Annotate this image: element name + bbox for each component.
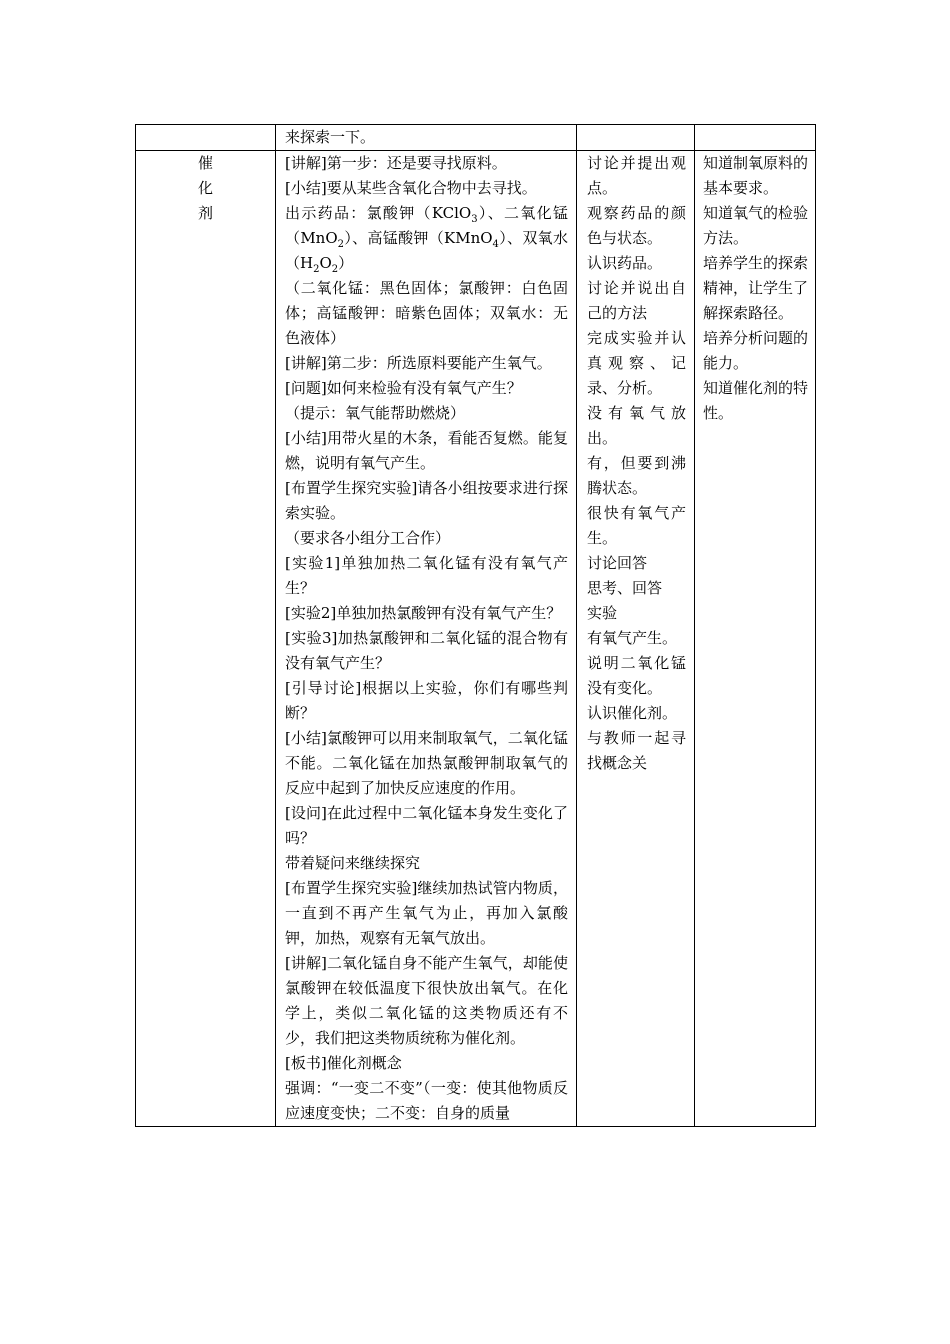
chem-text: O (319, 254, 332, 272)
section-label-cell (136, 151, 276, 1127)
student-line: 思考、回答 (587, 579, 663, 597)
teacher-line: [引导讨论]根据以上实验，你们有哪些判断？ (285, 679, 568, 722)
teacher-line: [讲解]第二步：所选原料要能产生氧气。 (285, 354, 552, 372)
table-row-continued (136, 125, 816, 151)
table-row-catalyst (136, 151, 816, 1127)
student-line: 讨论并提出观点。 (587, 154, 686, 197)
teacher-line: [小结]要从某些含氧化合物中去寻找。 (285, 179, 537, 197)
teacher-line: （提示：氧气能帮助燃烧） (285, 404, 466, 422)
teacher-line: 带着疑问来继续探究 (285, 854, 421, 872)
student-line: 观察药品的颜色与状态。 (587, 204, 686, 247)
cell-empty (695, 125, 816, 151)
chem-text: ）、二氧化锰（MnO (285, 204, 568, 247)
continued-text: 来探索一下。 (285, 128, 376, 146)
teacher-line: [问题]如何来检验有没有氧气产生？ (285, 379, 522, 397)
teacher-line: [板书]催化剂概念 (285, 1054, 402, 1072)
student-line: 完成实验并认真观察、记录、分析。 (587, 329, 686, 397)
student-line: 很快有氧气产生。 (587, 504, 686, 547)
chem-sub: 2 (331, 264, 339, 275)
chem-text: ）、高锰酸钾（KMnO (344, 229, 493, 247)
intent-line: 知道制氧原料的基本要求。 (703, 154, 809, 197)
student-line: 与教师一起寻找概念关 (587, 729, 686, 772)
section-label-char: 催 (197, 154, 213, 172)
intent-line: 培养分析问题的能力。 (703, 329, 809, 372)
intent-line: 知道催化剂的特性。 (703, 379, 809, 422)
teacher-line: （要求各小组分工合作） (285, 529, 451, 547)
chem-text: ）、双氧水（H (285, 229, 568, 272)
chem-sub: 2 (337, 239, 345, 250)
chem-sub: 4 (492, 239, 499, 250)
intent-line: 培养学生的探索精神，让学生了解探索路径。 (703, 254, 809, 322)
teacher-line: [实验2]单独加热氯酸钾有没有氧气产生？ (285, 604, 562, 622)
student-line: 没有氧气放出。 (587, 404, 686, 447)
teacher-line: [小结]氯酸钾可以用来制取氧气，二氧化锰不能。二氧化锰在加热氯酸钾制取氧气的反应中起到了加快反应速度的作用。 (285, 729, 568, 797)
teacher-line: [讲解]第一步：还是要寻找原料。 (285, 154, 507, 172)
lesson-plan-table (135, 124, 816, 1127)
design-intent-cell (695, 151, 816, 1127)
student-line: 认识药品。 (587, 254, 663, 272)
student-line: 认识催化剂。 (587, 704, 678, 722)
cell-empty (577, 125, 695, 151)
intent-line: 知道氧气的检验方法。 (703, 204, 809, 247)
teacher-line: 强调：“一变二不变”（一变：使其他物质反应速度变快；二不变：自身的质量 (285, 1079, 568, 1122)
student-activity-cell (577, 151, 695, 1127)
chem-text: ） (338, 254, 354, 272)
section-label-char: 剂 (197, 204, 213, 222)
teacher-line: [布置学生探究实验]继续加热试管内物质，一直到不再产生氧气为止，再加入氯酸钾，加热，观察有无氧气放出。 (285, 879, 568, 947)
student-line: 说明二氧化锰没有变化。 (587, 654, 686, 697)
section-label-char: 化 (197, 179, 213, 197)
student-line: 讨论回答 (587, 554, 648, 572)
student-line: 有氧气产生。 (587, 629, 678, 647)
student-line: 讨论并说出自己的方法 (587, 279, 686, 322)
cell-continued-text (276, 125, 577, 151)
chem-sub: 2 (313, 264, 320, 275)
cell-empty (136, 125, 276, 151)
teacher-line: [实验3]加热氯酸钾和二氧化锰的混合物有没有氧气产生？ (285, 629, 568, 672)
teacher-line: [布置学生探究实验]请各小组按要求进行探索实验。 (285, 479, 568, 522)
teacher-line: （二氧化锰：黑色固体；氯酸钾：白色固体；高锰酸钾：暗紫色固体；双氧水：无色液体） (285, 279, 568, 347)
chem-text: 出示药品：氯酸钾（KClO (285, 204, 472, 222)
teacher-line: [小结]用带火星的木条，看能否复燃。能复燃，说明有氧气产生。 (285, 429, 568, 472)
student-line: 有，但要到沸腾状态。 (587, 454, 686, 497)
student-line: 实验 (587, 604, 618, 622)
chem-sub: 3 (471, 214, 478, 225)
teacher-line: [实验1]单独加热二氧化锰有没有氧气产生？ (285, 554, 568, 597)
teacher-activity-cell (276, 151, 577, 1127)
teacher-line: [讲解]二氧化锰自身不能产生氧气，却能使氯酸钾在较低温度下很快放出氧气。在化学上，类似二氧化锰的这类物质还有不少，我们把这类物质统称为催化剂。 (285, 954, 568, 1047)
chemicals-shown (285, 201, 568, 276)
teacher-line: [设问]在此过程中二氧化锰本身发生变化了吗？ (285, 804, 568, 847)
